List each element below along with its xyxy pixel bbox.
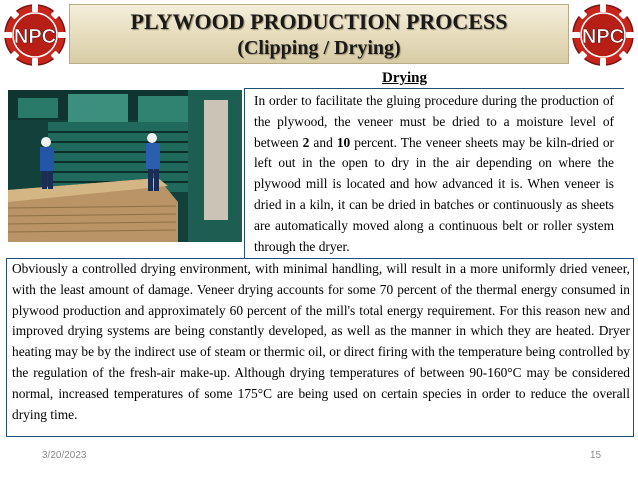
drying-intro-paragraph: In order to facilitate the gluing procedure during the production of the plywood, the veneer must be dried to a moisture level of between 2 and 10 percent. The veneer sheets may be kiln-dried or left out in the open to dry in the air depending on where the plywood mill is located and how advanced it is. When veneer is dried in a kiln, it can be dried in batches or continuously as sheets are automatically moved along a continuous belt or roller system through the dryer. (244, 88, 624, 258)
slide-number: 15 (590, 450, 602, 461)
npc-logo-right (571, 3, 635, 67)
moisture-min-value: 2 (302, 134, 310, 150)
logo-text: NPC (13, 26, 57, 48)
title-banner (69, 4, 569, 64)
drying-detail-paragraph: Obviously a controlled drying environment, with minimal handling, will result in a more uniformly dried veneer, with the least amount of damage. Veneer drying accounts for some 70 percent of the thermal energy consumed in plywood production and approximately 60 percent of the mill's total energy requirement. For this reason new and improved drying systems are being constantly developed, as well as the manner in which they are heated. Dryer heating may be by the indirect use of steam or thermic oil, or direct firing with the temperature being controlled by the regulation of the fresh-air make-up. Although drying temperatures of between 90-160°C may be considered normal, increased temperatures of some 175°C are being used on certain species in order to reduce the overall drying time. (6, 258, 634, 437)
section-heading: Drying (382, 70, 427, 86)
moisture-max-value: 10 (336, 134, 351, 150)
veneer-dryer-photo (8, 90, 242, 242)
page-subtitle: (Clipping / Drying) (237, 37, 401, 59)
logo-text: NPC (581, 26, 625, 48)
slide-date: 3/20/2023 (42, 450, 87, 461)
npc-logo-left (3, 3, 67, 67)
page-title: PLYWOOD PRODUCTION PROCESS (130, 9, 508, 34)
